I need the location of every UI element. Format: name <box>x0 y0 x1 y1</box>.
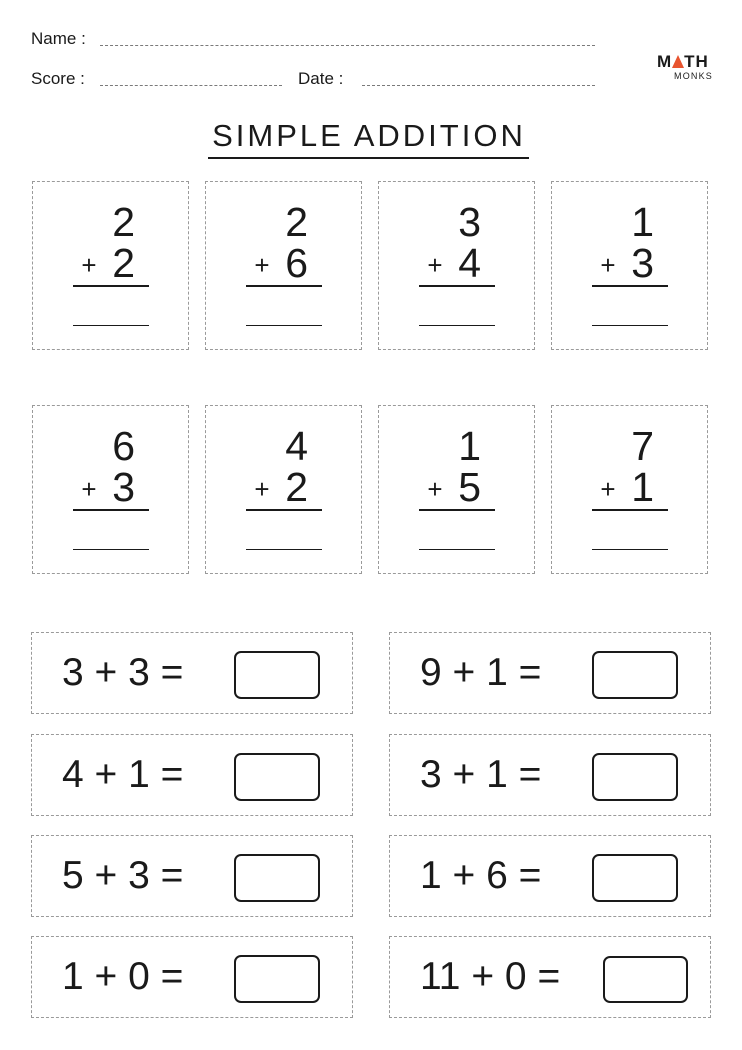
addend-number: 3 <box>631 240 654 286</box>
sum-line <box>592 509 668 511</box>
date-field[interactable] <box>362 85 595 86</box>
date-label: Date : <box>298 69 344 88</box>
plus-sign: + <box>81 250 97 280</box>
answer-line[interactable] <box>419 325 495 326</box>
answer-box[interactable] <box>234 854 320 902</box>
score-field[interactable] <box>100 85 282 86</box>
equation-text: 3 + 3 = <box>62 651 184 694</box>
addend-number: 2 <box>112 240 135 286</box>
plus-sign: + <box>600 250 616 280</box>
top-number: 7 <box>631 423 654 469</box>
sum-line <box>419 285 495 287</box>
equation-card <box>389 632 711 714</box>
math-monks-logo <box>657 53 717 81</box>
vertical-problem-card <box>205 181 362 350</box>
logo-letter-m: M <box>657 52 673 71</box>
addend-number: 2 <box>285 464 308 510</box>
vertical-problem-card <box>551 405 708 574</box>
top-number: 2 <box>285 199 308 245</box>
sum-line <box>592 285 668 287</box>
addend-number: 4 <box>458 240 481 286</box>
answer-line[interactable] <box>73 549 149 550</box>
logo-wordmark <box>657 53 717 71</box>
equation-card <box>389 936 711 1018</box>
equation-card <box>31 835 353 917</box>
sum-line <box>246 285 322 287</box>
equation-text: 1 + 0 = <box>62 955 184 998</box>
triangle-a-icon <box>672 55 684 68</box>
equation-card <box>389 835 711 917</box>
equation-card <box>31 734 353 816</box>
plus-sign: + <box>600 474 616 504</box>
vertical-problem-card <box>551 181 708 350</box>
vertical-problem-card <box>378 405 535 574</box>
answer-box[interactable] <box>603 956 688 1003</box>
top-number: 2 <box>112 199 135 245</box>
addend-number: 3 <box>112 464 135 510</box>
answer-line[interactable] <box>246 549 322 550</box>
addend-number: 1 <box>631 464 654 510</box>
addend-number: 6 <box>285 240 308 286</box>
answer-line[interactable] <box>419 549 495 550</box>
sum-line <box>73 509 149 511</box>
answer-box[interactable] <box>234 753 320 801</box>
answer-line[interactable] <box>592 549 668 550</box>
logo-subtext: MONKS <box>674 71 714 81</box>
equation-card <box>389 734 711 816</box>
vertical-problem-card <box>32 181 189 350</box>
answer-box[interactable] <box>592 651 678 699</box>
top-number: 6 <box>112 423 135 469</box>
plus-sign: + <box>254 250 270 280</box>
vertical-problem-card <box>205 405 362 574</box>
equation-text: 5 + 3 = <box>62 854 184 897</box>
title-underline <box>208 157 529 159</box>
answer-box[interactable] <box>234 955 320 1003</box>
top-number: 3 <box>458 199 481 245</box>
name-field[interactable] <box>100 45 595 46</box>
equation-card <box>31 936 353 1018</box>
answer-line[interactable] <box>592 325 668 326</box>
page-title: SIMPLE ADDITION <box>212 118 526 153</box>
top-number: 1 <box>458 423 481 469</box>
vertical-problem-card <box>32 405 189 574</box>
equation-text: 3 + 1 = <box>420 753 542 796</box>
plus-sign: + <box>427 250 443 280</box>
sum-line <box>73 285 149 287</box>
top-number: 4 <box>285 423 308 469</box>
answer-box[interactable] <box>234 651 320 699</box>
equation-text: 1 + 6 = <box>420 854 542 897</box>
plus-sign: + <box>254 474 270 504</box>
answer-line[interactable] <box>73 325 149 326</box>
answer-box[interactable] <box>592 753 678 801</box>
answer-box[interactable] <box>592 854 678 902</box>
name-label: Name : <box>31 29 86 48</box>
plus-sign: + <box>81 474 97 504</box>
top-number: 1 <box>631 199 654 245</box>
equation-text: 11 + 0 = <box>420 955 561 998</box>
score-label: Score : <box>31 69 85 88</box>
answer-line[interactable] <box>246 325 322 326</box>
equation-text: 4 + 1 = <box>62 753 184 796</box>
logo-letters-th: TH <box>684 52 709 71</box>
sum-line <box>419 509 495 511</box>
plus-sign: + <box>427 474 443 504</box>
vertical-problem-card <box>378 181 535 350</box>
sum-line <box>246 509 322 511</box>
equation-card <box>31 632 353 714</box>
addend-number: 5 <box>458 464 481 510</box>
equation-text: 9 + 1 = <box>420 651 542 694</box>
